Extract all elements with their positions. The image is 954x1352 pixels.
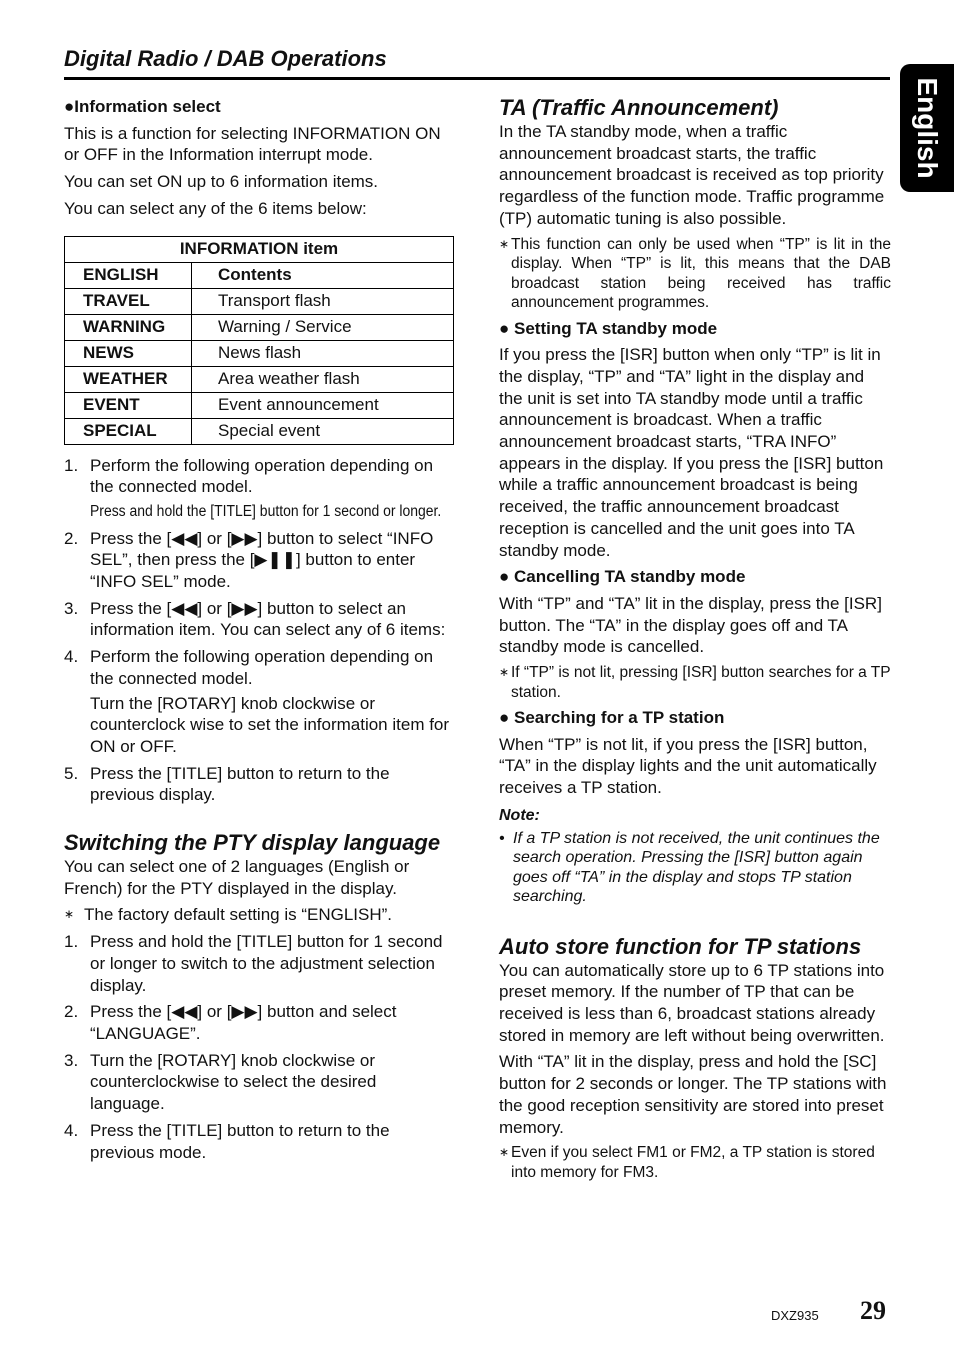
auto-store-heading: Auto store function for TP stations xyxy=(499,933,862,959)
cancel-ta-text: With “TP” and “TA” lit in the display, press the [ISR] button. The “TA” in the display goes off and TA standby mode is cancelled. xyxy=(499,593,882,657)
step-text: Perform the following operation depending on the connected model. xyxy=(90,647,434,688)
step-subtext: Press and hold the [TITLE] button for 1 second or longer. xyxy=(90,502,442,520)
setting-ta-text: If you press the [ISR] button when only “TP” is lit in the display, “TP” and “TA” light in the display and the unit is set into TA standby mode until a traffic announcement is broadcast. When a traffic announcement broadcast starts, “TRA INFO” appears in the display. If you press the [ISR] button while a traffic announcement broadcast is being received, the traffic announcement broadcast reception is cancelled and the unit goes into TA standby mode. xyxy=(499,345,884,560)
note-text: If a TP station is not received, the unit continues the search operation. Pressing the [ISR] button again goes off “TA” in the display and stops TP station searching. xyxy=(513,829,880,906)
table-key: WARNING xyxy=(65,314,192,340)
step-text: Press and hold the [TITLE] button for 1 second or longer to switch to the adjustment selection display. xyxy=(90,932,443,995)
page-number: 29 xyxy=(860,1296,886,1325)
section-header: Digital Radio / DAB Operations xyxy=(64,46,387,71)
step-text: Press the [TITLE] button to return to the previous display. xyxy=(90,763,390,805)
step-number: 1. xyxy=(64,455,79,475)
step-text: Perform the following operation depending on the connected model. xyxy=(90,455,434,497)
table-key: NEWS xyxy=(65,340,192,366)
step-number: 4. xyxy=(64,1120,79,1140)
step-number: 1. xyxy=(64,932,79,952)
table-value: Event announcement xyxy=(192,392,454,418)
pty-heading: Switching the PTY display language xyxy=(64,830,441,856)
table-header-contents: Contents xyxy=(192,262,454,288)
cancel-ta-heading: ● Cancelling TA standby mode xyxy=(499,567,746,587)
table-row xyxy=(65,314,454,340)
step-number: 2. xyxy=(64,1002,79,1022)
step-item xyxy=(64,931,454,996)
step-text: Press the [◀◀] or [▶▶] button and select “LANGUAGE”. xyxy=(90,1002,397,1043)
step-number: 3. xyxy=(64,1050,79,1070)
info-select-para: This is a function for selecting INFORMATION ON or OFF in the Information interrupt mode. xyxy=(64,123,441,165)
step-item xyxy=(64,528,454,593)
asterisk-text: Even if you select FM1 or FM2, a TP station is stored into memory for FM3. xyxy=(511,1144,875,1181)
step-item xyxy=(64,1120,454,1163)
step-text: Press the [◀◀] or [▶▶] button to select an information item. You can select any of 6 items: xyxy=(90,598,446,640)
step-text: Press the [TITLE] button to return to the previous mode. xyxy=(90,1120,390,1162)
cancel-asterisk-note: ∗ If “TP” is not lit, pressing [ISR] button searches for a TP station. xyxy=(499,664,891,701)
step-item xyxy=(64,763,454,806)
step-number: 4. xyxy=(64,647,79,667)
step-item xyxy=(64,646,454,758)
auto-store-para: You can automatically store up to 6 TP stations into preset memory. If the number of TP that can be received is less than 6, broadcast stations already stored in memory are left without being overwritten. xyxy=(499,960,885,1045)
ta-heading: TA (Traffic Announcement) xyxy=(499,95,779,120)
info-select-steps xyxy=(64,455,454,807)
asterisk-text: If “TP” is not lit, pressing [ISR] button searches for a TP station. xyxy=(511,664,891,701)
table-value: Area weather flash xyxy=(192,366,454,392)
auto-store-para: With “TA” lit in the display, press and hold the [SC] button for 2 seconds or longer. The TP stations with the good reception sensitivity are stored into preset memory. xyxy=(499,1052,887,1137)
search-tp-text: When “TP” is not lit, if you press the [ISR] button, “TA” in the display lights and the unit automatically receives a TP station. xyxy=(499,734,877,798)
pty-intro: You can select one of 2 languages (English or French) for the PTY displayed in the display. xyxy=(64,857,410,898)
step-item xyxy=(64,1050,454,1115)
info-select-para: You can select any of the 6 items below: xyxy=(64,198,367,218)
table-row xyxy=(65,418,454,444)
information-table xyxy=(64,236,454,445)
step-number: 5. xyxy=(64,763,79,783)
language-tab-label: English xyxy=(912,77,943,179)
language-tab xyxy=(900,64,954,192)
table-value: Warning / Service xyxy=(192,314,454,340)
table-key: TRAVEL xyxy=(65,288,192,314)
search-tp-heading: ● Searching for a TP station xyxy=(499,708,725,728)
step-item xyxy=(64,598,454,641)
auto-store-asterisk-note: ∗ Even if you select FM1 or FM2, a TP station is stored into memory for FM3. xyxy=(499,1143,891,1182)
table-header-row xyxy=(65,262,454,288)
ta-asterisk-note: ∗ This function can only be used when “TP” is lit in the display. When “TP” is lit, this means that the DAB broadcast station being received has traffic announcement programmes. xyxy=(499,235,891,312)
table-row xyxy=(65,340,454,366)
setting-ta-heading: ● Setting TA standby mode xyxy=(499,318,718,338)
step-text: Turn the [ROTARY] knob clockwise or counterclockwise to select the desired language. xyxy=(90,1050,377,1114)
note-title: Note: xyxy=(499,806,540,824)
asterisk-text: The factory default setting is “ENGLISH”. xyxy=(84,905,393,925)
step-item xyxy=(64,1001,454,1044)
header-rule xyxy=(64,77,890,80)
note: • If a TP station is not received, the unit continues the search operation. Pressing the [ISR] button again goes off “TA” in the display and stops TP station searching. xyxy=(499,829,891,907)
table-value: Special event xyxy=(192,418,454,444)
table-value: Transport flash xyxy=(192,288,454,314)
right-column xyxy=(499,94,891,1187)
step-item xyxy=(64,455,454,523)
ta-intro: In the TA standby mode, when a traffic announcement broadcast starts, the traffic announcement broadcast is received as top priority regardless of the function mode. Traffic programme (TP) automatic tuning is also possible. xyxy=(499,122,885,228)
step-number: 2. xyxy=(64,528,79,548)
table-key: EVENT xyxy=(65,392,192,418)
pty-asterisk-note: ∗ The factory default setting is “ENGLISH”. xyxy=(64,905,393,925)
table-key: SPECIAL xyxy=(65,418,192,444)
step-text: Press the [◀◀] or [▶▶] button to select “INFO SEL”, then press the [▶❚❚] button to enter “INFO SEL” mode. xyxy=(90,528,434,592)
asterisk-text: This function can only be used when “TP” is lit in the display. When “TP” is lit, this means that the DAB broadcast station being received has traffic announcement programmes. xyxy=(511,235,891,312)
step-number: 3. xyxy=(64,598,79,618)
table-key: WEATHER xyxy=(65,366,192,392)
table-row xyxy=(65,392,454,418)
step-subtext: Turn the [ROTARY] knob clockwise or counterclock wise to set the information item for ON or OFF. xyxy=(90,693,450,756)
table-row xyxy=(65,366,454,392)
left-column xyxy=(64,96,454,1168)
table-title: INFORMATION item xyxy=(65,236,454,262)
table-header-english: ENGLISH xyxy=(65,262,192,288)
table-value: News flash xyxy=(192,340,454,366)
table-row xyxy=(65,288,454,314)
info-select-para: You can set ON up to 6 information items. xyxy=(64,172,379,192)
info-select-heading: ●Information select xyxy=(64,97,221,116)
pty-steps xyxy=(64,931,454,1163)
model-number: DXZ935 xyxy=(771,1308,819,1323)
